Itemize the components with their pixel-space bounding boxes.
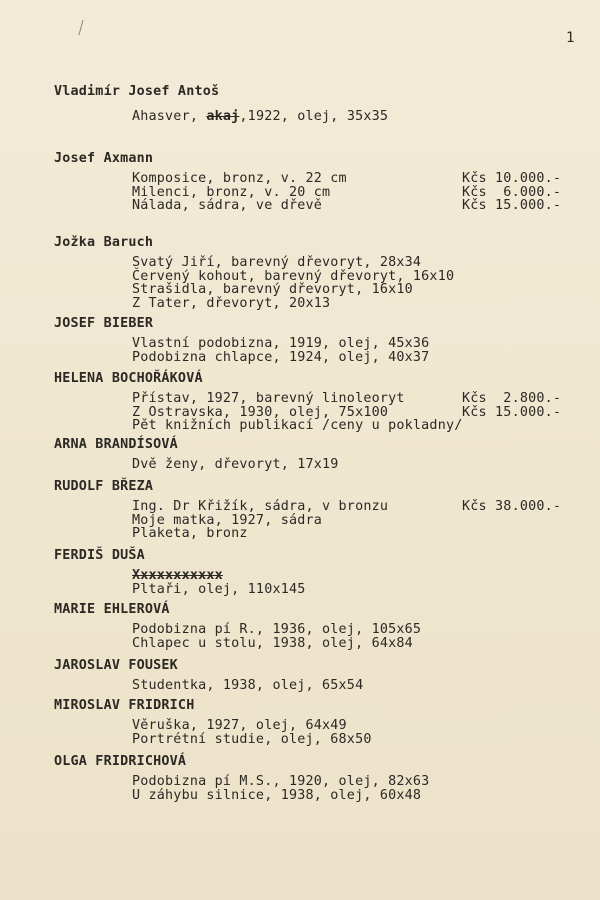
artwork-line: Milenci, bronz, v. 20 cm — [132, 184, 331, 200]
page-number: 1 — [566, 30, 575, 46]
artwork-line: Ing. Dr Křižík, sádra, v bronzu — [132, 499, 389, 514]
artwork-line: Věruška, 1927, olej, 64x49 — [132, 718, 347, 733]
artist-name: RUDOLF BŘEZA — [54, 479, 154, 494]
artwork-price: Kčs 15.000.- — [462, 198, 562, 213]
artwork-line: Portrétní studie, olej, 68x50 — [132, 731, 372, 747]
artwork-line: Červený kohout, barevný dřevoryt, 16x10 — [132, 268, 455, 284]
artwork-line: Komposice, bronz, v. 22 cm — [132, 171, 347, 186]
artist-name: OLGA FRIDRICHOVÁ — [54, 754, 187, 769]
artwork-price: Kčs 15.000.- — [462, 404, 562, 420]
artwork-line: Podobizna chlapce, 1924, olej, 40x37 — [132, 349, 430, 365]
artist-name: MIROSLAV FRIDRICH — [54, 698, 195, 713]
artist-name: ARNA BRANDÍSOVÁ — [54, 437, 178, 452]
artwork-line: Chlapec u stolu, 1938, olej, 64x84 — [132, 635, 413, 651]
artwork-line: Strašidla, barevný dřevoryt, 16x10 — [132, 282, 413, 297]
artwork-price: Kčs 6.000.- — [462, 184, 562, 200]
artwork-line: Svatý Jiří, barevný dřevoryt, 28x34 — [132, 255, 422, 270]
artwork-line: Přístav, 1927, barevný linoleoryt — [132, 391, 405, 406]
artwork-price: Kčs 38.000.- — [462, 499, 562, 514]
artist-name: JAROSLAV FOUSEK — [54, 658, 178, 673]
artist-name: Vladimír Josef Antoš — [54, 84, 220, 99]
artist-name: Jožka Baruch — [54, 235, 154, 250]
artwork-price: Kčs 2.800.- — [462, 391, 562, 406]
artwork-line: Z Tater, dřevoryt, 20x13 — [132, 295, 331, 311]
artist-name: JOSEF BIEBER — [54, 316, 154, 331]
artist-name: FERDIŠ DUŠA — [54, 548, 145, 563]
artwork-price: Kčs 10.000.- — [462, 171, 562, 186]
artwork-line: U záhybu silnice, 1938, olej, 60x48 — [132, 787, 422, 803]
artwork-line: Dvě ženy, dřevoryt, 17x19 — [132, 457, 339, 472]
artwork-line: Plaketa, bronz — [132, 526, 248, 541]
artwork-line: Z Ostravska, 1930, olej, 75x100 — [132, 404, 389, 420]
artwork-line: Studentka, 1938, olej, 65x54 — [132, 678, 364, 693]
artwork-line: Pět knižních publikací /ceny u pokladny/ — [132, 418, 463, 433]
artwork-line: Podobizna pí M.S., 1920, olej, 82x63 — [132, 774, 430, 789]
artist-name: MARIE EHLEROVÁ — [54, 602, 170, 617]
artwork-line: Xxxxxxxxxxx — [132, 568, 223, 583]
artwork-line: Ahasver, akaj,1922, olej, 35x35 — [132, 109, 389, 124]
artist-name: Josef Axmann — [54, 151, 154, 166]
artwork-line: Podobizna pí R., 1936, olej, 105x65 — [132, 622, 422, 637]
artwork-line: Pltaři, olej, 110x145 — [132, 581, 306, 597]
artwork-line: Nálada, sádra, ve dřevě — [132, 198, 323, 213]
artist-name: HELENA BOCHOŘÁKOVÁ — [54, 371, 203, 386]
pencil-mark — [78, 20, 84, 36]
artwork-line: Vlastní podobizna, 1919, olej, 45x36 — [132, 336, 430, 351]
artwork-line: Moje matka, 1927, sádra — [132, 512, 323, 528]
